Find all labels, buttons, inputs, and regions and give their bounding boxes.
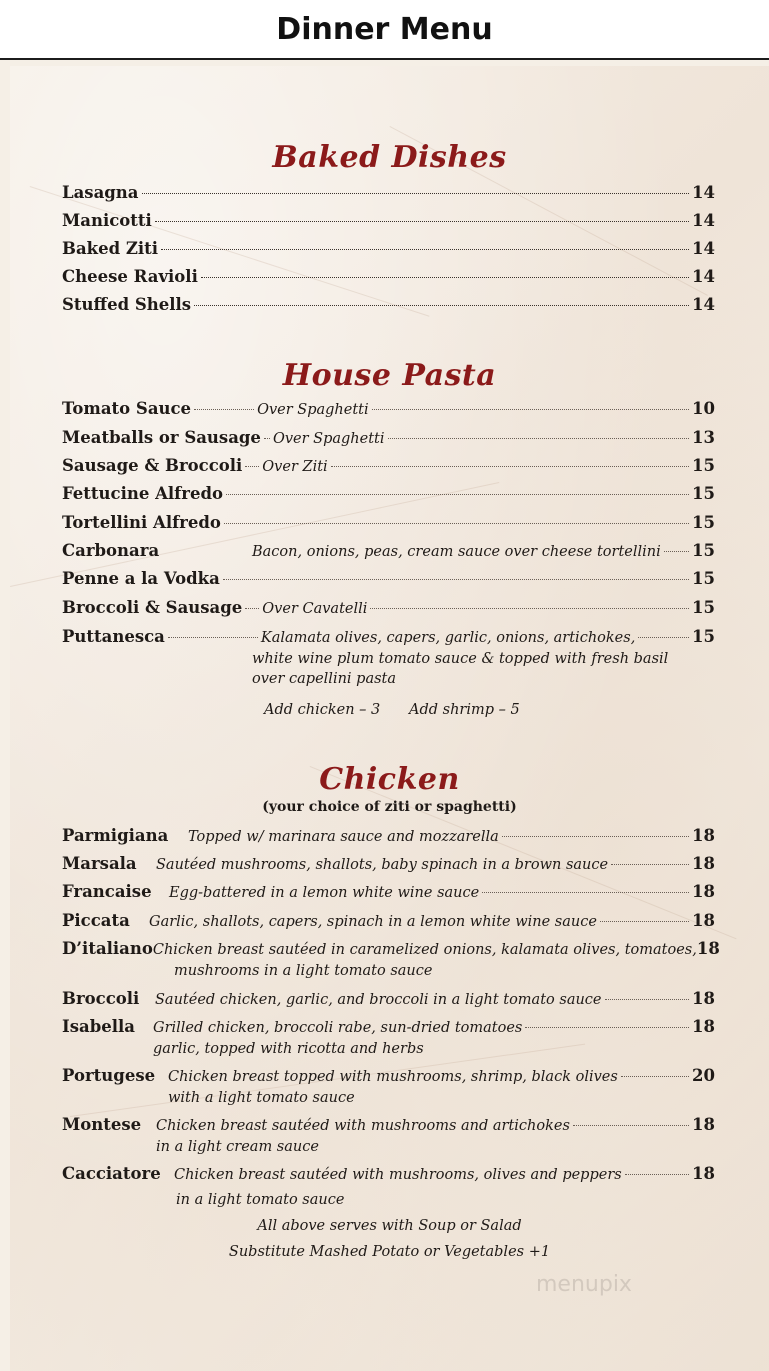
leader-dots (226, 494, 689, 495)
item-price: 20 (692, 1066, 715, 1085)
leader-dots (194, 409, 254, 410)
menu-item (62, 882, 715, 904)
item-name: Baked Ziti (62, 239, 159, 258)
item-name: Tomato Sauce (62, 399, 192, 418)
menu-item (62, 183, 715, 205)
leader-dots (388, 438, 690, 439)
item-price: 14 (692, 267, 715, 286)
item-description: Chicken breast sautéed with mushrooms and artichokes (156, 1118, 570, 1134)
menu-item (62, 1115, 715, 1137)
item-description: Over Ziti (262, 459, 328, 475)
menu-item (62, 456, 715, 478)
item-description-cont: mushrooms in a light tomato sauce (174, 963, 433, 979)
leader-dots (224, 523, 689, 524)
item-name: Cacciatore (62, 1164, 161, 1183)
item-name: Stuffed Shells (62, 295, 192, 314)
leader-dots (168, 637, 258, 638)
item-price: 18 (692, 826, 715, 845)
item-description: Garlic, shallots, capers, spinach in a lemon white wine sauce (149, 914, 597, 930)
item-price: 15 (692, 513, 715, 532)
menu-item (62, 428, 715, 450)
section-title-pasta: House Pasta (282, 358, 497, 393)
menu-item (62, 1017, 715, 1039)
item-description-cont: over capellini pasta (252, 671, 397, 687)
menu-item (62, 295, 715, 317)
section-title-chicken: Chicken (319, 762, 460, 797)
menu-item (62, 211, 715, 233)
leader-dots (142, 193, 690, 194)
item-description: Topped w/ marinara sauce and mozzarella (188, 829, 499, 845)
page-title: Dinner Menu (276, 11, 493, 47)
menu-item (62, 989, 715, 1011)
item-price: 10 (692, 399, 715, 418)
item-price: 15 (692, 456, 715, 475)
substitute-note: Substitute Mashed Potato or Vegetables +1 (228, 1244, 551, 1260)
leader-dots (664, 551, 689, 552)
menu-item (62, 399, 715, 421)
item-description-cont: garlic, topped with ricotta and herbs (153, 1041, 424, 1057)
menu-item (62, 854, 715, 876)
menu-item (62, 484, 715, 506)
leader-dots (482, 892, 689, 893)
page-header (0, 0, 769, 60)
leader-dots (621, 1076, 689, 1077)
item-name: Penne a la Vodka (62, 569, 220, 588)
item-name: D’italiano (62, 939, 153, 958)
item-price: 14 (692, 183, 715, 202)
item-description: Over Spaghetti (257, 402, 369, 418)
leader-dots (370, 608, 689, 609)
item-name: Parmigiana (62, 826, 169, 845)
watermark-logo: menupix (536, 1272, 632, 1297)
item-name: Broccoli (62, 989, 140, 1008)
menu-item (62, 627, 715, 649)
item-description: Chicken breast sautéed in caramelized onions, kalamata olives, tomatoes, (152, 942, 697, 958)
menu-item (62, 541, 715, 563)
menu-item (62, 239, 715, 261)
leader-dots (245, 608, 259, 609)
item-price: 15 (692, 569, 715, 588)
leader-dots (372, 409, 689, 410)
item-name: Isabella (62, 1017, 135, 1036)
leader-dots (161, 249, 689, 250)
menu-item (62, 569, 715, 591)
item-name: Fettucine Alfredo (62, 484, 224, 503)
item-name: Carbonara (62, 541, 160, 560)
item-price: 14 (692, 295, 715, 314)
item-name: Meatballs or Sausage (62, 428, 261, 447)
item-description: Sautéed chicken, garlic, and broccoli in a light tomato sauce (155, 992, 602, 1008)
leader-dots (502, 836, 689, 837)
leader-dots (625, 1174, 689, 1175)
leader-dots (600, 921, 689, 922)
item-name: Manicotti (62, 211, 152, 230)
add-chicken-note: Add chicken – 3 (264, 702, 381, 718)
item-description: Over Cavatelli (262, 601, 368, 617)
menu-item (62, 267, 715, 289)
item-description-cont: in a light cream sauce (156, 1139, 319, 1155)
item-price: 13 (692, 428, 715, 447)
leader-dots (638, 637, 689, 638)
item-description-cont: with a light tomato sauce (168, 1090, 355, 1106)
menu-item (62, 1066, 715, 1088)
item-price: 14 (692, 239, 715, 258)
item-description: Chicken breast topped with mushrooms, shrimp, black olives (168, 1069, 618, 1085)
leader-dots (245, 466, 259, 467)
menu-item (62, 1164, 715, 1186)
menu-item (62, 826, 715, 848)
menu-item (62, 598, 715, 620)
item-price: 18 (692, 1115, 715, 1134)
item-description: Egg-battered in a lemon white wine sauce (169, 885, 480, 901)
item-name: Sausage & Broccoli (62, 456, 243, 475)
leader-dots (605, 999, 690, 1000)
menu-item (62, 911, 715, 933)
item-description: Kalamata olives, capers, garlic, onions, artichokes, (260, 630, 636, 646)
item-price: 18 (696, 939, 720, 958)
leader-dots (155, 221, 689, 222)
item-description-cont: in a light tomato sauce (176, 1192, 345, 1208)
item-price: 15 (692, 541, 715, 560)
item-description: Sautéed mushrooms, shallots, baby spinach in a brown sauce (156, 857, 609, 873)
item-price: 15 (692, 484, 715, 503)
item-name: Portugese (62, 1066, 156, 1085)
menu-item (62, 513, 715, 535)
item-name: Cheese Ravioli (62, 267, 198, 286)
item-description: Over Spaghetti (272, 431, 385, 447)
soup-salad-note: All above serves with Soup or Salad (257, 1218, 522, 1234)
item-price: 15 (692, 627, 715, 646)
menu-page (10, 66, 769, 1371)
item-price: 18 (692, 911, 715, 930)
menu-item (62, 939, 720, 961)
item-price: 18 (692, 882, 715, 901)
item-price: 18 (692, 1017, 715, 1036)
item-name: Broccoli & Sausage (62, 598, 243, 617)
item-description: Chicken breast sautéed with mushrooms, olives and peppers (174, 1167, 622, 1183)
leader-dots (573, 1125, 689, 1126)
leader-dots (201, 277, 689, 278)
item-price: 14 (692, 211, 715, 230)
leader-dots (331, 466, 689, 467)
leader-dots (194, 305, 689, 306)
item-description: Grilled chicken, broccoli rabe, sun-dried tomatoes (153, 1020, 523, 1036)
item-price: 15 (692, 598, 715, 617)
item-price: 18 (692, 854, 715, 873)
item-name: Lasagna (62, 183, 139, 202)
item-description: Bacon, onions, peas, cream sauce over cheese tortellini (252, 544, 661, 560)
item-name: Montese (62, 1115, 142, 1134)
section-subtitle-chicken: (your choice of ziti or spaghetti) (262, 799, 517, 815)
section-title-baked: Baked Dishes (272, 140, 507, 175)
leader-dots (525, 1027, 689, 1028)
item-name: Marsala (62, 854, 137, 873)
item-name: Francaise (62, 882, 152, 901)
leader-dots (264, 438, 270, 439)
item-price: 18 (692, 989, 715, 1008)
add-shrimp-note: Add shrimp – 5 (409, 702, 520, 718)
leader-dots (223, 579, 689, 580)
item-description-cont: white wine plum tomato sauce & topped with fresh basil (252, 651, 669, 667)
item-price: 18 (692, 1164, 715, 1183)
leader-dots (611, 864, 689, 865)
item-name: Tortellini Alfredo (62, 513, 221, 532)
item-name: Piccata (62, 911, 130, 930)
item-name: Puttanesca (62, 627, 165, 646)
